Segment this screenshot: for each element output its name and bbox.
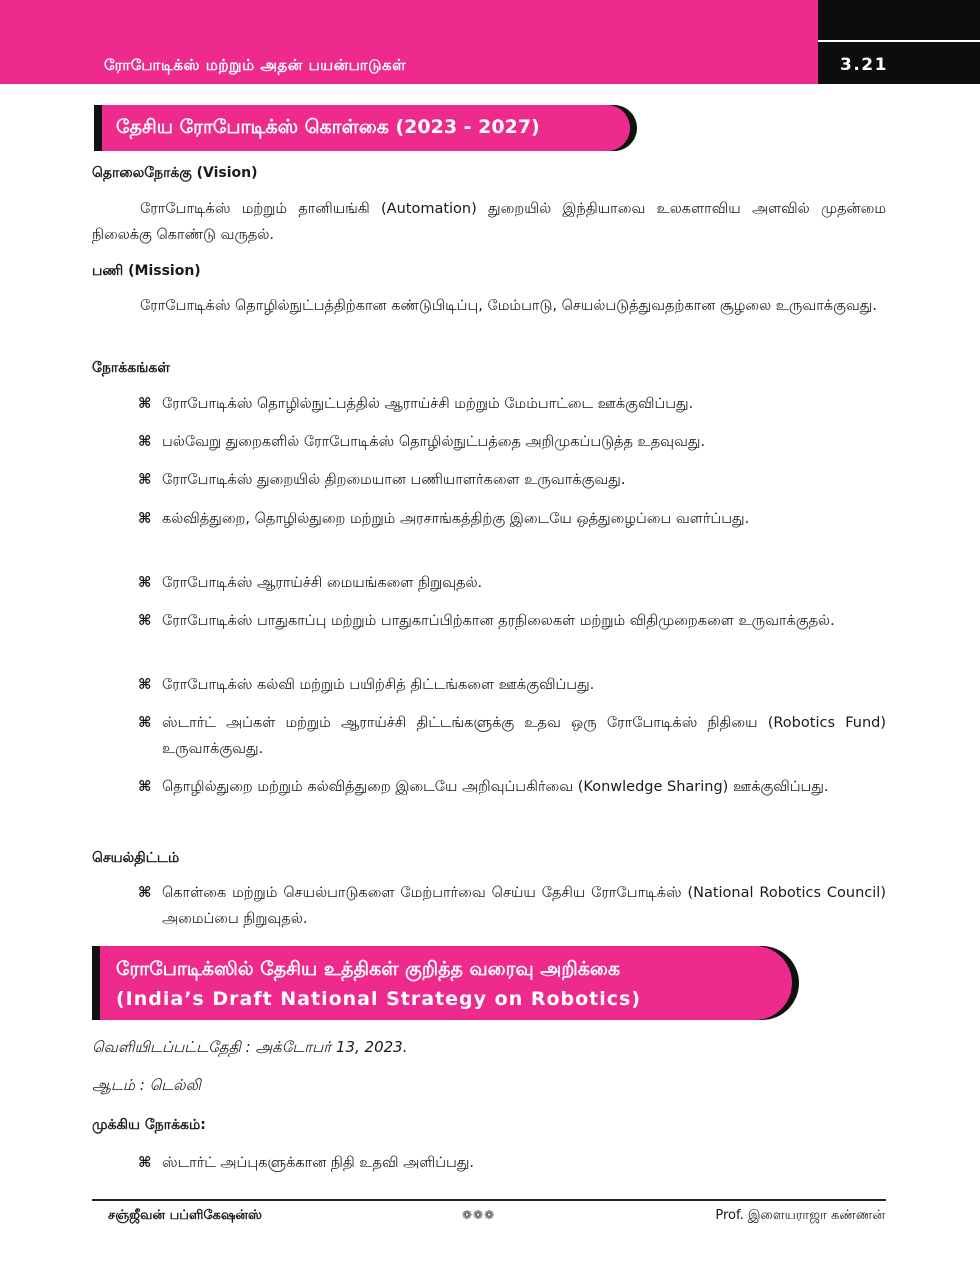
list-item-text: ஸ்டார்ட் அப்கள் மற்றும் ஆராய்ச்சி திட்டங்களுக்கு உதவ ஒரு ரோபோடிக்ஸ் நிதியை (Robotics Fund) உருவாக்குவது. bbox=[162, 715, 886, 757]
bullet-icon: ⌘ bbox=[138, 575, 152, 591]
list-item-text: ரோபோடிக்ஸ் கல்வி மற்றும் பயிற்சித் திட்டங்களை ஊக்குவிப்பது. bbox=[162, 677, 595, 693]
bullet-icon: ⌘ bbox=[138, 396, 152, 412]
section-title-strategy: ரோபோடிக்ஸில் தேசிய உத்திகள் குறித்த வரைவு அறிக்கை bbox=[116, 958, 621, 980]
list-item bbox=[138, 672, 886, 698]
list-item-text: ரோபோடிக்ஸ் தொழில்நுட்பத்தில் ஆராய்ச்சி மற்றும் மேம்பாட்டை ஊக்குவிப்பது. bbox=[162, 396, 694, 412]
list-item bbox=[138, 710, 886, 762]
vision-paragraph bbox=[92, 196, 886, 248]
footer-divider bbox=[92, 1199, 886, 1201]
release-date: வெளியிடப்பட்டதேதி : அக்டோபர் 13, 2023. bbox=[92, 1038, 408, 1056]
bullet-icon: ⌘ bbox=[138, 511, 152, 527]
list-item bbox=[138, 506, 886, 532]
list-item-text: தொழில்துறை மற்றும் கல்வித்துறை இடையே அறிவுப்பகிர்வை (Konwledge Sharing) ஊக்குவிப்பது. bbox=[162, 779, 829, 795]
list-item-text: கல்வித்துறை, தொழில்துறை மற்றும் அரசாங்கத்திற்கு இடையே ஒத்துழைப்பை வளர்ப்பது. bbox=[162, 511, 750, 527]
release-place: ஆடம் : டெல்லி bbox=[92, 1076, 201, 1094]
list-item bbox=[138, 467, 886, 493]
page-header bbox=[0, 0, 980, 84]
bullet-icon: ⌘ bbox=[138, 1155, 152, 1171]
list-item bbox=[138, 880, 886, 932]
bullet-icon: ⌘ bbox=[138, 885, 152, 901]
list-item-text: ரோபோடிக்ஸ் பாதுகாப்பு மற்றும் பாதுகாப்பிற்கான தரநிலைகள் மற்றும் விதிமுறைகளை உருவாக்குதல். bbox=[162, 613, 835, 629]
list-item bbox=[138, 570, 886, 596]
mission-paragraph bbox=[92, 293, 886, 319]
list-item bbox=[138, 429, 886, 455]
bullet-icon: ⌘ bbox=[138, 715, 152, 731]
mission-text: ரோபோடிக்ஸ் தொழில்நுட்பத்திற்கான கண்டுபிடிப்பு, மேம்பாடு, செயல்படுத்துவதற்கான சூழலை உருவாக்குவது. bbox=[140, 298, 877, 314]
footer-ornament-icon: ❁❁❁ bbox=[462, 1208, 496, 1222]
running-title: ரோபோடிக்ஸ் மற்றும் அதன் பயன்பாடுகள் bbox=[104, 56, 407, 74]
section-banner-strategy bbox=[92, 946, 792, 1020]
list-item-text: ரோபோடிக்ஸ் ஆராய்ச்சி மையங்களை நிறுவுதல். bbox=[162, 575, 483, 591]
mission-heading: பணி (Mission) bbox=[92, 263, 201, 279]
bullet-icon: ⌘ bbox=[138, 613, 152, 629]
bullet-icon: ⌘ bbox=[138, 779, 152, 795]
list-item-text: ரோபோடிக்ஸ் துறையில் திறமையான பணியாளர்களை உருவாக்குவது. bbox=[162, 472, 626, 488]
footer-author: Prof. இளையராஜா கண்ணன் bbox=[715, 1208, 885, 1223]
vision-text: ரோபோடிக்ஸ் மற்றும் தானியங்கி (Automation) துறையில் இந்தியாவை உலகளாவிய அளவில் முதன்மை நிலைக்கு கொண்டு வருதல். bbox=[92, 201, 886, 243]
list-item-text: ஸ்டார்ட் அப்புகளுக்கான நிதி உதவி அளிப்பது. bbox=[162, 1155, 474, 1171]
bullet-icon: ⌘ bbox=[138, 434, 152, 450]
bullet-icon: ⌘ bbox=[138, 472, 152, 488]
page-number: 3.21 bbox=[840, 55, 888, 75]
objectives-heading: நோக்கங்கள் bbox=[92, 360, 170, 376]
list-item-text: கொள்கை மற்றும் செயல்பாடுகளை மேற்பார்வை செய்ய தேசிய ரோபோடிக்ஸ் (National Robotics Council) அமைப்பை நிறுவுதல். bbox=[162, 885, 886, 927]
list-item bbox=[138, 774, 886, 800]
list-item bbox=[138, 391, 886, 417]
header-divider-line bbox=[818, 40, 980, 42]
list-item bbox=[138, 1150, 886, 1176]
main-objective-heading: முக்கிய நோக்கம்: bbox=[92, 1117, 206, 1133]
list-item bbox=[138, 608, 886, 634]
vision-heading: தொலைநோக்கு (Vision) bbox=[92, 165, 258, 181]
list-item-text: பல்வேறு துறைகளில் ரோபோடிக்ஸ் தொழில்நுட்பத்தை அறிமுகப்படுத்த உதவுவது. bbox=[162, 434, 706, 450]
section-title-policy: தேசிய ரோபோடிக்ஸ் கொள்கை (2023 - 2027) bbox=[116, 116, 540, 138]
section-banner-policy bbox=[94, 105, 630, 151]
implementation-heading: செயல்திட்டம் bbox=[92, 850, 180, 866]
section-subtitle-strategy: (India’s Draft National Strategy on Robotics) bbox=[116, 988, 642, 1010]
footer-publisher: சஞ்ஜீவன் பப்ளிகேஷன்ஸ் bbox=[108, 1208, 262, 1223]
bullet-icon: ⌘ bbox=[138, 677, 152, 693]
